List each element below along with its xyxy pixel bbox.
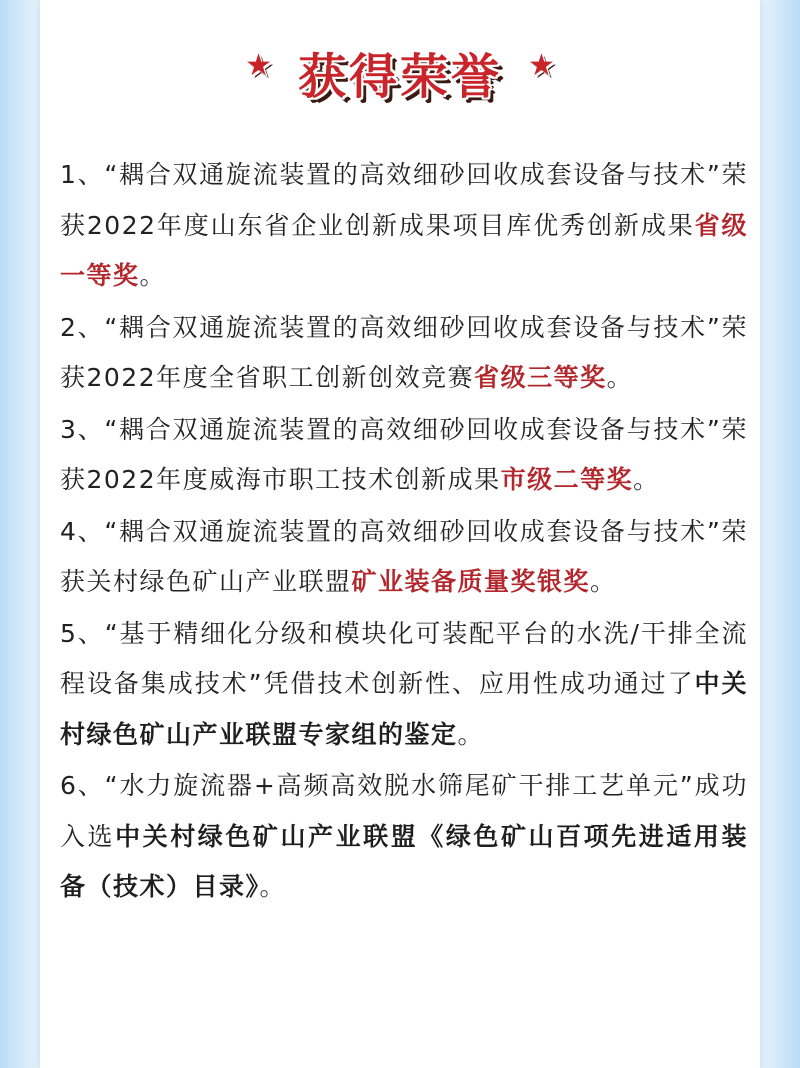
item-text: “耦合双通旋流装置的高效细砂回收成套设备与技术”荣获2022年度威海市职工技术创新成果 (60, 414, 748, 494)
content-card (40, 0, 760, 1068)
honors-list (60, 150, 748, 914)
honor-item-3 (60, 405, 748, 506)
item-award: 省级三等奖 (474, 363, 607, 392)
item-text: “耦合双通旋流装置的高效细砂回收成套设备与技术”荣获2022年度山东省企业创新成果项目库优秀创新成果 (60, 160, 748, 240)
item-number: 2、 (60, 312, 105, 342)
page-title: 获得荣誉 (297, 48, 502, 105)
item-number: 3、 (60, 414, 105, 444)
item-number: 1、 (60, 160, 105, 189)
item-suffix: 。 (259, 872, 287, 901)
item-suffix: 。 (139, 261, 167, 290)
item-text: “耦合双通旋流装置的高效细砂回收成套设备与技术”荣获关村绿色矿山产业联盟 (60, 516, 748, 596)
honor-item-5 (60, 609, 748, 761)
item-award: 矿业装备质量奖银奖 (351, 567, 591, 596)
item-text: “水力旋流器+高频高效脱水筛尾矿干排工艺单元”成功入选 (60, 771, 748, 851)
star-icon: ★ (528, 48, 555, 83)
item-award: 省级一等奖 (60, 210, 748, 290)
item-award: 市级二等奖 (500, 465, 634, 494)
item-text: “基于精细化分级和模块化可装配平台的水洗/干排全流程设备集成技术”凭借技术创新性、应用性成功通过了 (60, 618, 748, 698)
title-row (40, 34, 760, 110)
honor-item-4 (60, 507, 748, 608)
item-award: 中关村绿色矿山产业联盟专家组的鉴定 (60, 669, 748, 749)
star-icon: ★ (245, 48, 272, 83)
item-number: 5、 (60, 618, 105, 648)
honor-item-6 (60, 761, 748, 913)
item-award: 中关村绿色矿山产业联盟《绿色矿山百项先进适用装备（技术）目录》 (60, 821, 748, 901)
honor-item-1 (60, 150, 748, 302)
item-text: “耦合双通旋流装置的高效细砂回收成套设备与技术”荣获2022年度全省职工创新创效竞赛 (60, 312, 748, 392)
item-number: 4、 (60, 516, 105, 546)
item-suffix: 。 (606, 363, 634, 392)
item-suffix: 。 (457, 719, 485, 749)
honor-item-2 (60, 303, 748, 404)
item-number: 6、 (60, 771, 105, 800)
item-suffix: 。 (633, 465, 660, 494)
item-suffix: 。 (590, 567, 617, 596)
